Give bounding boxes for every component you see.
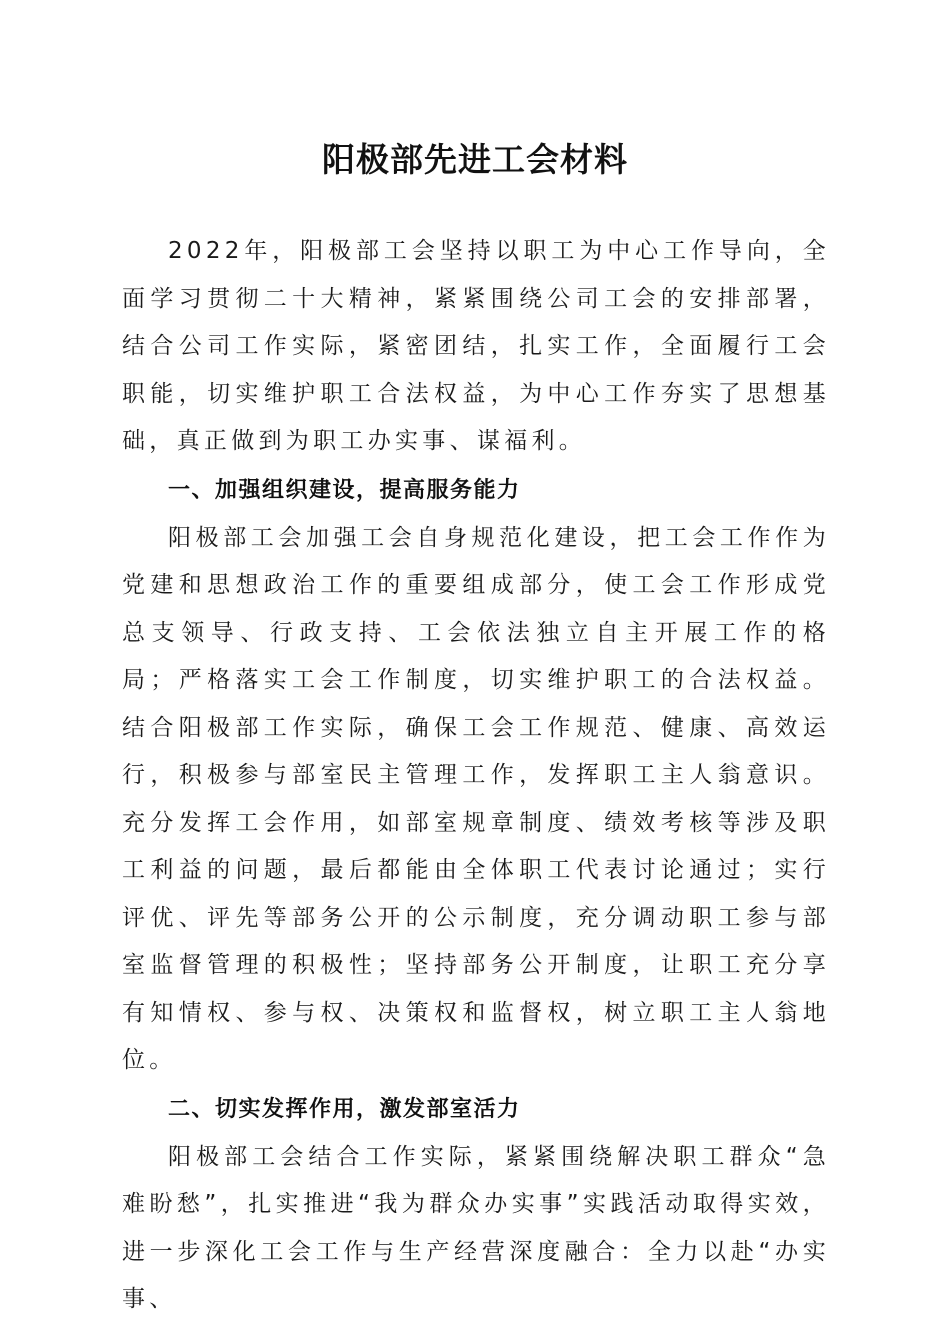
section-paragraph-2: 阳极部工会结合工作实际，紧紧围绕解决职工群众“急难盼愁”，扎实推进“我为群众办实事”实践活动取得实效，进一步深化工会工作与生产经营深度融合：全力以赴“办实事、 [122,1143,830,1312]
section-heading-1: 一、加强组织建设，提高服务能力 [168,477,521,503]
section-heading-2: 二、切实发挥作用，激发部室活力 [168,1096,521,1122]
intro-paragraph: 2022年，阳极部工会坚持以职工为中心工作导向，全面学习贯彻二十大精神，紧紧围绕公司工会的安排部署，结合公司工作实际，紧密团结，扎实工作，全面履行工会职能，切实维护职工合法权益，为中心工作夯实了思想基础，真正做到为职工办实事、谋福利。 [122,238,830,454]
document-body [122,228,830,1324]
section-paragraph-1: 阳极部工会加强工会自身规范化建设，把工会工作作为党建和思想政治工作的重要组成部分，使工会工作形成党总支领导、行政支持、工会依法独立自主开展工作的格局；严格落实工会工作制度，切实维护职工的合法权益。结合阳极部工作实际，确保工会工作规范、健康、高效运行，积极参与部室民主管理工作，发挥职工主人翁意识。充分发挥工会作用，如部室规章制度、绩效考核等涉及职工利益的问题，最后都能由全体职工代表讨论通过；实行评优、评先等部务公开的公示制度，充分调动职工参与部室监督管理的积极性；坚持部务公开制度，让职工充分享有知情权、参与权、决策权和监督权，树立职工主人翁地位。 [122,524,830,1073]
document-title: 阳极部先进工会材料 [322,140,628,179]
